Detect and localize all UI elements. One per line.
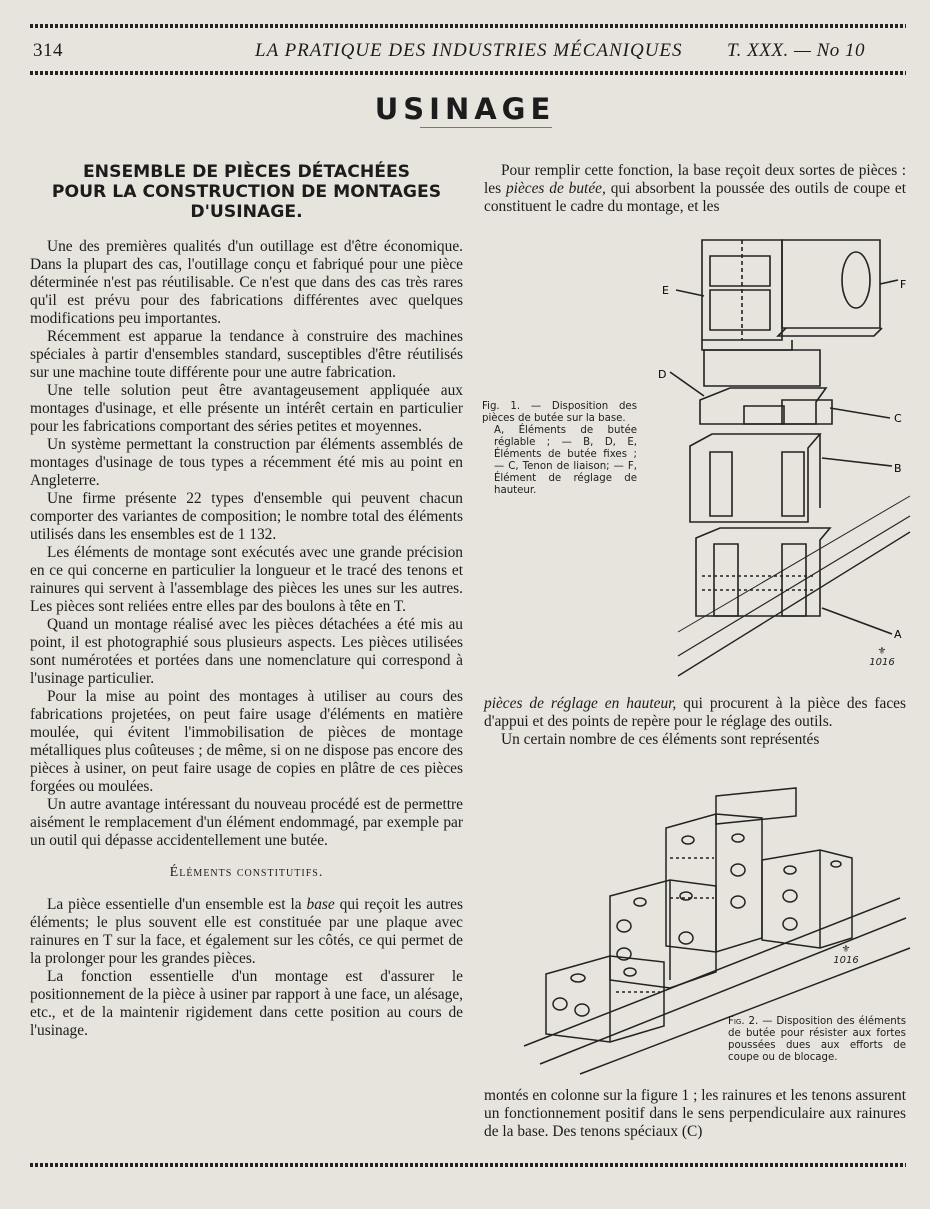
paragraph: Un système permettant la construction par éléments assemblés de montages d'usinage de tous types a récemment été mis au point en Angleterre. <box>30 436 463 489</box>
header-top-rule <box>30 24 906 28</box>
volume-number: T. XXX. — No 10 <box>727 40 866 61</box>
paragraph <box>30 896 463 968</box>
paragraph: Une firme présente 22 types d'ensemble qui peuvent chacun comporter des variantes de composition; le nombre total des éléments utilisés dans les ensembles est de 1 132. <box>30 490 463 543</box>
leader-d <box>670 372 704 396</box>
paragraph: Un autre avantage intéressant du nouveau procédé est de permettre aisément le remplacement d'un élément endommagé, par exemple par un outil qui dépasse accidentellement une butée. <box>30 796 463 849</box>
caption-text: — Disposition des éléments de butée pour résister aux fortes poussées dues aux efforts de coupe ou de blocage. <box>728 1016 907 1063</box>
text-run: qui absorbent la poussée des outils de coupe et constituent le cadre du montage, et les <box>484 180 906 215</box>
figure-1-code <box>864 646 900 668</box>
paragraph <box>484 695 906 731</box>
text-run: Pour remplir cette fonction, la base reçoit deux sortes de pièces : les <box>484 162 906 197</box>
caption-prefix: Fig. 2. <box>728 1016 759 1027</box>
left-column <box>30 162 463 1040</box>
subheading: Éléments constitutifs. <box>169 865 324 880</box>
figure-1-caption <box>482 401 637 497</box>
figure-code-text: 1016 <box>833 955 859 966</box>
figure-1 <box>482 228 912 683</box>
text-run: La pièce essentielle d'un ensemble est la <box>47 896 307 913</box>
leader-c <box>830 408 890 418</box>
header-bottom-rule <box>30 71 906 75</box>
paragraph: Une telle solution peut être avantageusement appliquée aux montages d'usinage, et elle présente un intérêt certain en particulier pour les fabrications comportant des séries petites et moyennes. <box>30 382 463 435</box>
paragraph <box>484 162 906 216</box>
label-f: F <box>900 278 907 291</box>
right-column-middle <box>484 695 906 749</box>
paragraph: montés en colonne sur la figure 1 ; les rainures et les tenons assurent un fonctionnement positif dans le sens perpendiculaire aux rainures de la base. Des tenons spéciaux (C) <box>484 1087 906 1140</box>
article-title <box>30 162 463 222</box>
article-title-line: ENSEMBLE DE PIÈCES DÉTACHÉES <box>82 162 411 182</box>
label-b: B <box>894 462 902 475</box>
paragraph: Récemment est apparue la tendance à construire des machines spéciales à partir d'ensembles standard, susceptibles d'être réutilisés sur une machine toute différente pour une autre fabrication. <box>30 328 463 381</box>
paragraph: La fonction essentielle d'un montage est d'assurer le positionnement de la pièce à usiner par rapport à une face, un alésage, etc., et de la maintenir rigidement dans cette position au cours de l'usinage. <box>30 968 463 1039</box>
figure-code-text: 1016 <box>869 657 895 668</box>
leader-e <box>676 290 704 296</box>
journal-title: LA PRATIQUE DES INDUSTRIES MÉCANIQUES <box>255 40 683 61</box>
caption-body: A, Éléments de butée réglable ; — B, D, E, Éléments de butée fixes ; — C, Tenon de liaison; — F, Élément de réglage de hauteur. <box>494 425 637 496</box>
element-c <box>782 400 832 424</box>
footer-rule <box>30 1163 906 1167</box>
element-f <box>782 240 880 328</box>
paragraph: Les éléments de montage sont exécutés avec une grande précision en ce qui concerne en particulier la longueur et le tracé des tenons et rainures qui servent à l'assemblage des pièces les unes sur les autres. Les pièces sont reliées entre elles par des boulons à tête en T. <box>30 544 463 615</box>
figure-2-code <box>828 944 864 966</box>
leader-a <box>822 608 892 634</box>
leader-b <box>822 458 892 466</box>
figure-logo-icon: ⚜ <box>841 944 851 955</box>
emphasis: pièces de réglage en hauteur, <box>484 695 677 712</box>
leader-f <box>880 280 898 284</box>
paragraph: Une des premières qualités d'un outillage est d'être économique. Dans la plupart des cas, l'outillage conçu et fabriqué pour une pièce déterminée n'est pas réutilisable. Ce n'est que dans des cas très rares qu'il est prévu pour des fabrications différentes avec quelques modifications peu importantes. <box>30 238 463 327</box>
emphasis: base <box>306 896 335 913</box>
text-run: qui procurent à la pièce des faces d'appui et des points de repère pour le réglage des outils. <box>484 695 906 730</box>
caption-title: Fig. 1. — Disposition des pièces de butée sur la base. <box>482 401 637 424</box>
label-e: E <box>662 284 669 297</box>
section-title-underline <box>420 127 552 128</box>
figure-logo-icon: ⚜ <box>877 646 887 657</box>
article-title-line: D'USINAGE. <box>190 202 303 222</box>
label-d: D <box>658 368 667 381</box>
article-title-line: POUR LA CONSTRUCTION DE MONTAGES <box>51 182 442 202</box>
right-column-top <box>484 162 906 216</box>
label-a: A <box>894 628 902 641</box>
paragraph: Un certain nombre de ces éléments sont représentés <box>501 731 820 748</box>
paragraph: Pour la mise au point des montages à utiliser au cours des fabrications projetées, on peut faire usage d'éléments en matière moulée, qui évitent l'immobilisation de pièces de montage métalliques plus coûteuses ; de même, si on ne dispose pas encore des pièces à usiner, on peut faire usage de copies en plâtre de ces pièces forgées ou moulées. <box>30 688 463 795</box>
figure-2-caption <box>728 1016 906 1064</box>
page-number: 314 <box>33 40 63 61</box>
section-title: USINAGE <box>374 92 556 126</box>
paragraph: Quand un montage réalisé avec les pièces détachées a été mis au point, il est photographié sous plusieurs aspects. Les pièces utilisées sont numérotées et portées dans une nomenclature qui correspond à l'usinage particulier. <box>30 616 463 687</box>
emphasis: pièces de butée, <box>505 180 606 197</box>
figure-2 <box>520 778 912 1078</box>
text-run: qui reçoit les autres éléments; le plus souvent elle est constituée par une plaque avec rainures en T sur la face, et également sur les côtés, ce qui permet de la prolonger pour les grandes pièces. <box>30 896 464 967</box>
label-c: C <box>894 412 902 425</box>
element-a <box>696 528 830 616</box>
right-column-bottom <box>484 1087 906 1141</box>
